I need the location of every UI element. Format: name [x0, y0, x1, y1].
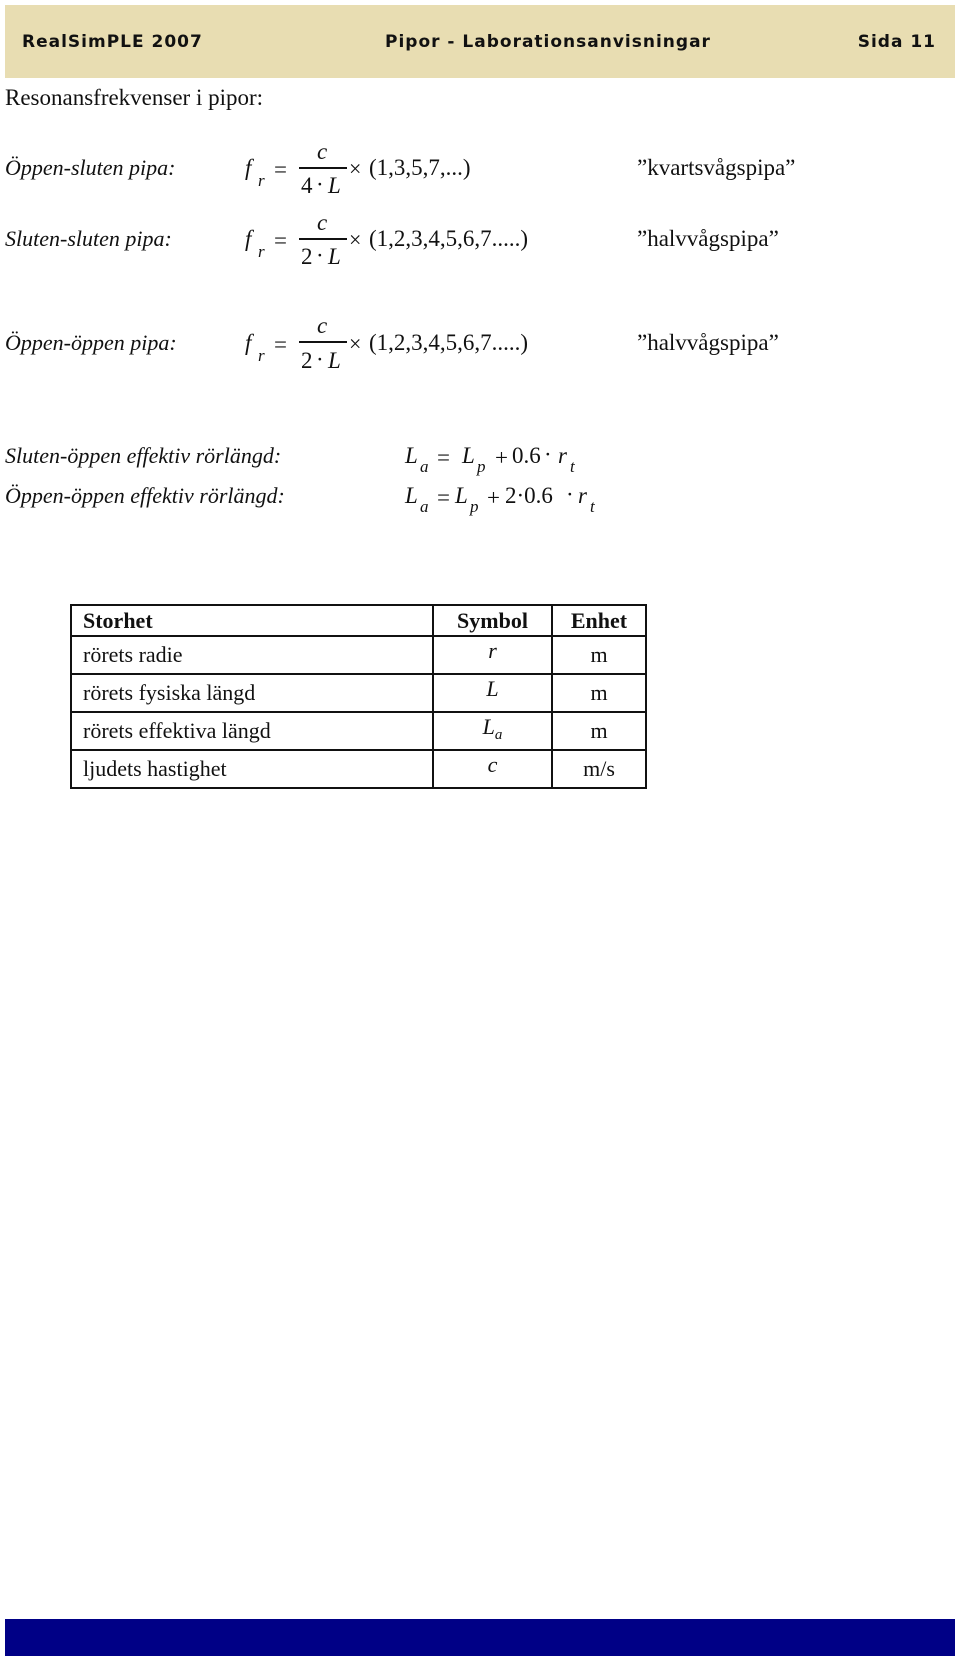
radius-symbol: r [578, 483, 587, 508]
table-header-row [71, 605, 646, 636]
quantity-name: ljudets hastighet [71, 750, 433, 788]
equation-label: Öppen-öppen pipa: [5, 330, 177, 355]
fraction-denominator-dot: · [316, 172, 324, 197]
fraction-denominator-variable: L [328, 173, 341, 198]
end-correction-factor: 2·0.6 [505, 483, 553, 508]
quantity-name: rörets fysiska längd [71, 674, 433, 712]
physical-length-subscript: p [477, 457, 486, 476]
quantity-unit: m/s [552, 750, 646, 788]
equals-sign: = [437, 485, 450, 510]
pipe-type-note: ”halvvågspipa” [637, 330, 779, 355]
multiply-sign: × [349, 227, 362, 252]
freq-symbol: f [245, 155, 252, 180]
fraction-bar [299, 238, 347, 240]
freq-symbol: f [245, 330, 252, 355]
header-quantity: Storhet [71, 605, 433, 636]
fraction-denominator-dot: · [316, 243, 324, 268]
page-header [5, 5, 955, 78]
fraction-bar [299, 341, 347, 343]
multiply-sign: × [349, 156, 362, 181]
equals-sign: = [274, 228, 287, 253]
plus-sign: + [495, 445, 508, 470]
table-row [71, 636, 646, 674]
table-row [71, 674, 646, 712]
physical-length-symbol: L [462, 443, 475, 468]
radius-symbol: r [558, 443, 567, 468]
pipe-type-note: ”halvvågspipa” [637, 226, 779, 251]
equals-sign: = [274, 157, 287, 182]
effective-length-subscript: a [420, 457, 429, 476]
table-row [71, 712, 646, 750]
effective-length-symbol: L [405, 483, 418, 508]
fraction-numerator: c [317, 313, 328, 338]
quantity-unit: m [552, 636, 646, 674]
equals-sign: = [437, 445, 450, 470]
section-intro: Resonansfrekvenser i pipor: [5, 85, 264, 110]
harmonic-series: (1,2,3,4,5,6,7.....) [369, 226, 529, 251]
header-left-title: RealSimPLE 2007 [22, 32, 203, 52]
harmonic-series: (1,2,3,4,5,6,7.....) [369, 330, 529, 355]
freq-subscript: r [258, 242, 265, 261]
fraction-numerator: c [317, 139, 328, 164]
header-document-title: Pipor - Laborationsanvisningar [385, 32, 711, 52]
freq-symbol: f [245, 226, 252, 251]
table-row [71, 750, 646, 788]
physical-length-symbol: L [455, 483, 468, 508]
quantity-symbol: $L_a$ [433, 712, 552, 750]
freq-subscript: r [258, 171, 265, 190]
quantity-unit: m [552, 674, 646, 712]
fraction-denominator-number: 2 [301, 244, 313, 269]
fraction-denominator-variable: L [328, 348, 341, 373]
fraction-bar [299, 167, 347, 169]
multiply-sign: × [349, 331, 362, 356]
radius-subscript: t [570, 457, 575, 476]
equation-label: Sluten-öppen effektiv rörlängd: [5, 443, 282, 468]
fraction-denominator-variable: L [328, 244, 341, 269]
fraction-denominator-dot: · [316, 347, 324, 372]
multiply-dot: · [544, 442, 552, 467]
end-correction-factor: 0.6 [512, 443, 541, 468]
physical-length-subscript: p [470, 497, 479, 516]
freq-subscript: r [258, 346, 265, 365]
fraction-denominator-number: 2 [301, 348, 313, 373]
multiply-dot: · [566, 482, 574, 507]
equation-label: Sluten-sluten pipa: [5, 226, 172, 251]
pipe-type-note: ”kvartsvågspipa” [637, 155, 796, 180]
effective-length-symbol: L [405, 443, 418, 468]
harmonic-series: (1,3,5,7,...) [369, 155, 471, 180]
equation-label: Öppen-öppen effektiv rörlängd: [5, 483, 285, 508]
fraction-denominator-number: 4 [301, 173, 313, 198]
quantity-unit: m [552, 712, 646, 750]
header-unit: Enhet [552, 605, 646, 636]
quantity-name: rörets radie [71, 636, 433, 674]
quantities-table [70, 604, 647, 789]
quantity-symbol: c [433, 750, 552, 788]
quantity-name: rörets effektiva längd [71, 712, 433, 750]
plus-sign: + [487, 485, 500, 510]
header-page-number: Sida 11 [857, 32, 936, 52]
header-symbol: Symbol [433, 605, 552, 636]
fraction-numerator: c [317, 210, 328, 235]
effective-length-subscript: a [420, 497, 429, 516]
radius-subscript: t [590, 497, 595, 516]
footer-bar [5, 1619, 955, 1656]
equals-sign: = [274, 332, 287, 357]
quantity-symbol: L [433, 674, 552, 712]
equation-label: Öppen-sluten pipa: [5, 155, 176, 180]
quantity-symbol: r [433, 636, 552, 674]
